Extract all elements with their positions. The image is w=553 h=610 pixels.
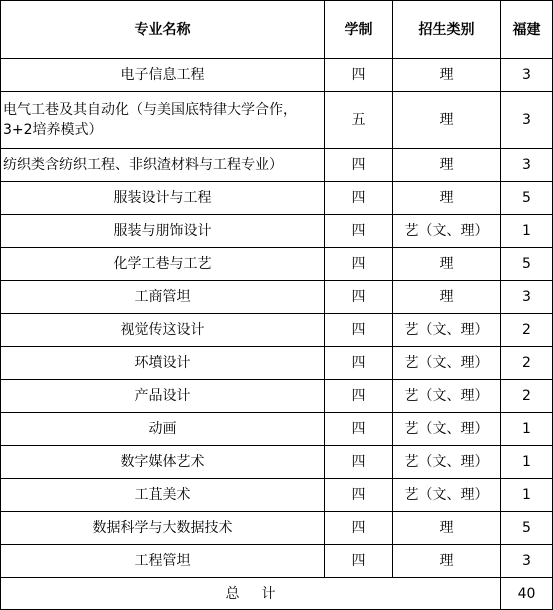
years: 四: [325, 248, 393, 281]
table-row: [1, 380, 553, 413]
major-name: 纺织类含纺织工程、非织渣材料与工程专业）: [1, 149, 325, 182]
years: 四: [325, 479, 393, 512]
table-row: [1, 545, 553, 578]
major-name: 电气工巷及其自动化（与美国底特律大学合作，3+2培养模式）: [1, 92, 325, 149]
category: 理: [393, 92, 501, 149]
table-row: [1, 149, 553, 182]
table-row: [1, 446, 553, 479]
header-years: 学制: [325, 1, 393, 59]
years: 四: [325, 59, 393, 92]
years: 四: [325, 281, 393, 314]
category: 艺（文、理）: [393, 314, 501, 347]
table-row: [1, 215, 553, 248]
category: 理: [393, 545, 501, 578]
years: 四: [325, 545, 393, 578]
category: 理: [393, 512, 501, 545]
major-name: 工苴美术: [1, 479, 325, 512]
quota: 1: [501, 446, 553, 479]
total-value: 40: [501, 578, 553, 610]
table-row: [1, 92, 553, 149]
quota: 3: [501, 149, 553, 182]
years: 四: [325, 314, 393, 347]
years: 四: [325, 149, 393, 182]
category: 艺（文、理）: [393, 215, 501, 248]
category: 理: [393, 149, 501, 182]
major-name: 环墳设计: [1, 347, 325, 380]
major-name: 服装设计与工程: [1, 182, 325, 215]
years: 四: [325, 215, 393, 248]
quota: 3: [501, 545, 553, 578]
quota: 2: [501, 347, 553, 380]
table-row: [1, 413, 553, 446]
quota: 5: [501, 248, 553, 281]
quota: 3: [501, 281, 553, 314]
major-name: 动画: [1, 413, 325, 446]
major-name: 视觉传这设计: [1, 314, 325, 347]
major-name: 服装与朋饰设计: [1, 215, 325, 248]
table-row: [1, 479, 553, 512]
header-row: [1, 1, 553, 59]
quota: 2: [501, 314, 553, 347]
major-name: 数字媒体艺术: [1, 446, 325, 479]
category: 艺（文、理）: [393, 446, 501, 479]
category: 理: [393, 182, 501, 215]
years: 四: [325, 413, 393, 446]
total-row: [1, 578, 553, 610]
table-row: [1, 248, 553, 281]
category: 艺（文、理）: [393, 479, 501, 512]
quota: 1: [501, 413, 553, 446]
quota: 3: [501, 92, 553, 149]
quota: 1: [501, 215, 553, 248]
total-label: 总计: [1, 578, 501, 610]
category: 艺（文、理）: [393, 413, 501, 446]
years: 四: [325, 380, 393, 413]
category: 理: [393, 281, 501, 314]
header-fujian: 福建: [501, 1, 553, 59]
table-row: [1, 512, 553, 545]
years: 四: [325, 512, 393, 545]
quota: 5: [501, 512, 553, 545]
category: 理: [393, 59, 501, 92]
category: 理: [393, 248, 501, 281]
header-major: 专业名称: [1, 1, 325, 59]
header-category: 招生类别: [393, 1, 501, 59]
years: 四: [325, 446, 393, 479]
table-row: [1, 182, 553, 215]
major-name: 化学工巷与工艺: [1, 248, 325, 281]
major-name: 工商管坦: [1, 281, 325, 314]
years: 四: [325, 347, 393, 380]
table-row: [1, 314, 553, 347]
table-row: [1, 59, 553, 92]
years: 五: [325, 92, 393, 149]
quota: 3: [501, 59, 553, 92]
major-name: 电子信息工程: [1, 59, 325, 92]
quota: 5: [501, 182, 553, 215]
table-row: [1, 347, 553, 380]
quota: 2: [501, 380, 553, 413]
major-name: 数据科学与大数据技术: [1, 512, 325, 545]
major-name: 工程管坦: [1, 545, 325, 578]
years: 四: [325, 182, 393, 215]
category: 艺（文、理）: [393, 347, 501, 380]
table-row: [1, 281, 553, 314]
quota: 1: [501, 479, 553, 512]
major-name: 产品设计: [1, 380, 325, 413]
category: 艺（文、理）: [393, 380, 501, 413]
